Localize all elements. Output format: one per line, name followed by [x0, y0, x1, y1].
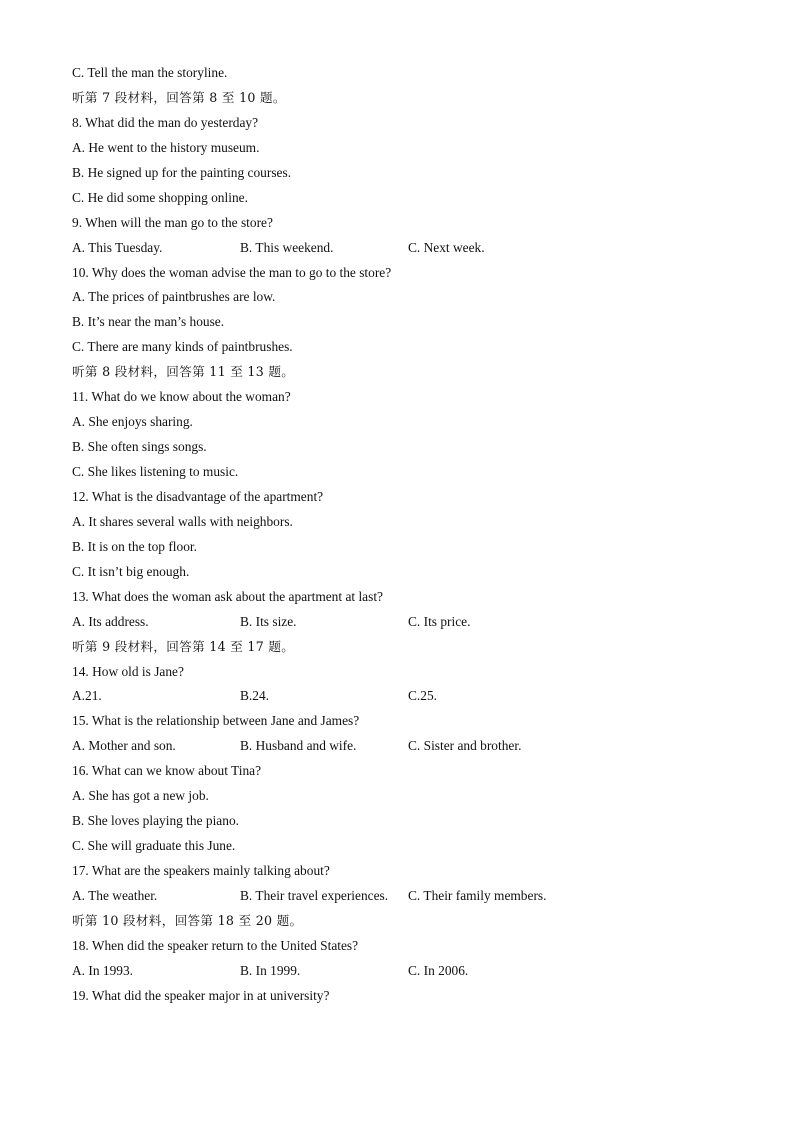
answer-option: A.21.: [72, 688, 102, 704]
answer-option: C. There are many kinds of paintbrushes.: [72, 339, 293, 355]
answer-option: A. In 1993.: [72, 962, 133, 978]
answer-option: B. Its size.: [240, 613, 297, 629]
answer-option: B. In 1999.: [240, 962, 301, 978]
answer-option: B. It’s near the man’s house.: [72, 314, 225, 330]
answer-option: B. She often sings songs.: [72, 439, 207, 455]
question-text: 10. Why does the woman advise the man to go to the store?: [72, 264, 392, 280]
section-instruction: 听第 9 段材料，回答第 14 至 17 题。: [72, 638, 295, 654]
answer-option: C. She likes listening to music.: [72, 464, 239, 479]
section-instruction: 听第 10 段材料，回答第 18 至 20 题。: [72, 912, 303, 928]
question-text: 12. What is the disadvantage of the apartment?: [72, 488, 324, 504]
question-text: 16. What can we know about Tina?: [72, 763, 262, 779]
answer-option: C. Its price.: [408, 613, 471, 629]
answer-option: A. He went to the history museum.: [72, 139, 260, 155]
answer-option: A. The prices of paintbrushes are low.: [72, 289, 276, 305]
question-text: 13. What does the woman ask about the apartment at last?: [72, 588, 383, 604]
section-instruction: 听第 8 段材料，回答第 11 至 13 题。: [72, 364, 295, 380]
question-text: 8. What did the man do yesterday?: [72, 114, 259, 130]
option-row: [72, 686, 732, 711]
answer-option: B. This weekend.: [240, 239, 334, 255]
question-text: 14. How old is Jane?: [72, 663, 184, 679]
answer-option: B. It is on the top floor.: [72, 538, 197, 554]
question-text: 15. What is the relationship between Jane and James?: [72, 713, 360, 729]
answer-option: C. Tell the man the storyline.: [72, 65, 228, 80]
answer-option: C. Sister and brother.: [408, 738, 522, 754]
answer-option: A. She has got a new job.: [72, 788, 209, 804]
answer-option: B. Their travel experiences.: [240, 887, 389, 903]
question-text: 9. When will the man go to the store?: [72, 214, 273, 230]
question-text: 17. What are the speakers mainly talking about?: [72, 863, 330, 878]
answer-option: C.25.: [408, 688, 438, 704]
option-row: [72, 612, 732, 637]
option-row: [72, 736, 732, 761]
answer-option: B.24.: [240, 688, 270, 704]
answer-option: B. He signed up for the painting courses.: [72, 164, 292, 180]
answer-option: C. She will graduate this June.: [72, 838, 236, 854]
answer-option: C. It isn’t big enough.: [72, 563, 190, 579]
answer-option: C. Next week.: [408, 239, 485, 255]
answer-option: A. Mother and son.: [72, 738, 176, 754]
option-row: [72, 886, 732, 911]
answer-option: C. He did some shopping online.: [72, 189, 248, 205]
answer-option: C. In 2006.: [408, 962, 469, 978]
answer-option: A. The weather.: [72, 887, 158, 903]
option-row: [72, 961, 732, 986]
exam-page: [72, 63, 732, 1011]
answer-option: B. She loves playing the piano.: [72, 813, 239, 829]
answer-option: A. Its address.: [72, 613, 149, 629]
answer-option: A. This Tuesday.: [72, 239, 163, 255]
question-text: 11. What do we know about the woman?: [72, 389, 291, 405]
answer-option: A. It shares several walls with neighbors.: [72, 513, 293, 529]
answer-option: A. She enjoys sharing.: [72, 414, 193, 430]
answer-option: C. Their family members.: [408, 887, 547, 903]
section-instruction: 听第 7 段材料，回答第 8 至 10 题。: [72, 89, 286, 105]
option-row: [72, 238, 732, 263]
question-text: 19. What did the speaker major in at university?: [72, 987, 330, 1003]
question-text: 18. When did the speaker return to the United States?: [72, 937, 359, 953]
answer-option: B. Husband and wife.: [240, 738, 357, 754]
